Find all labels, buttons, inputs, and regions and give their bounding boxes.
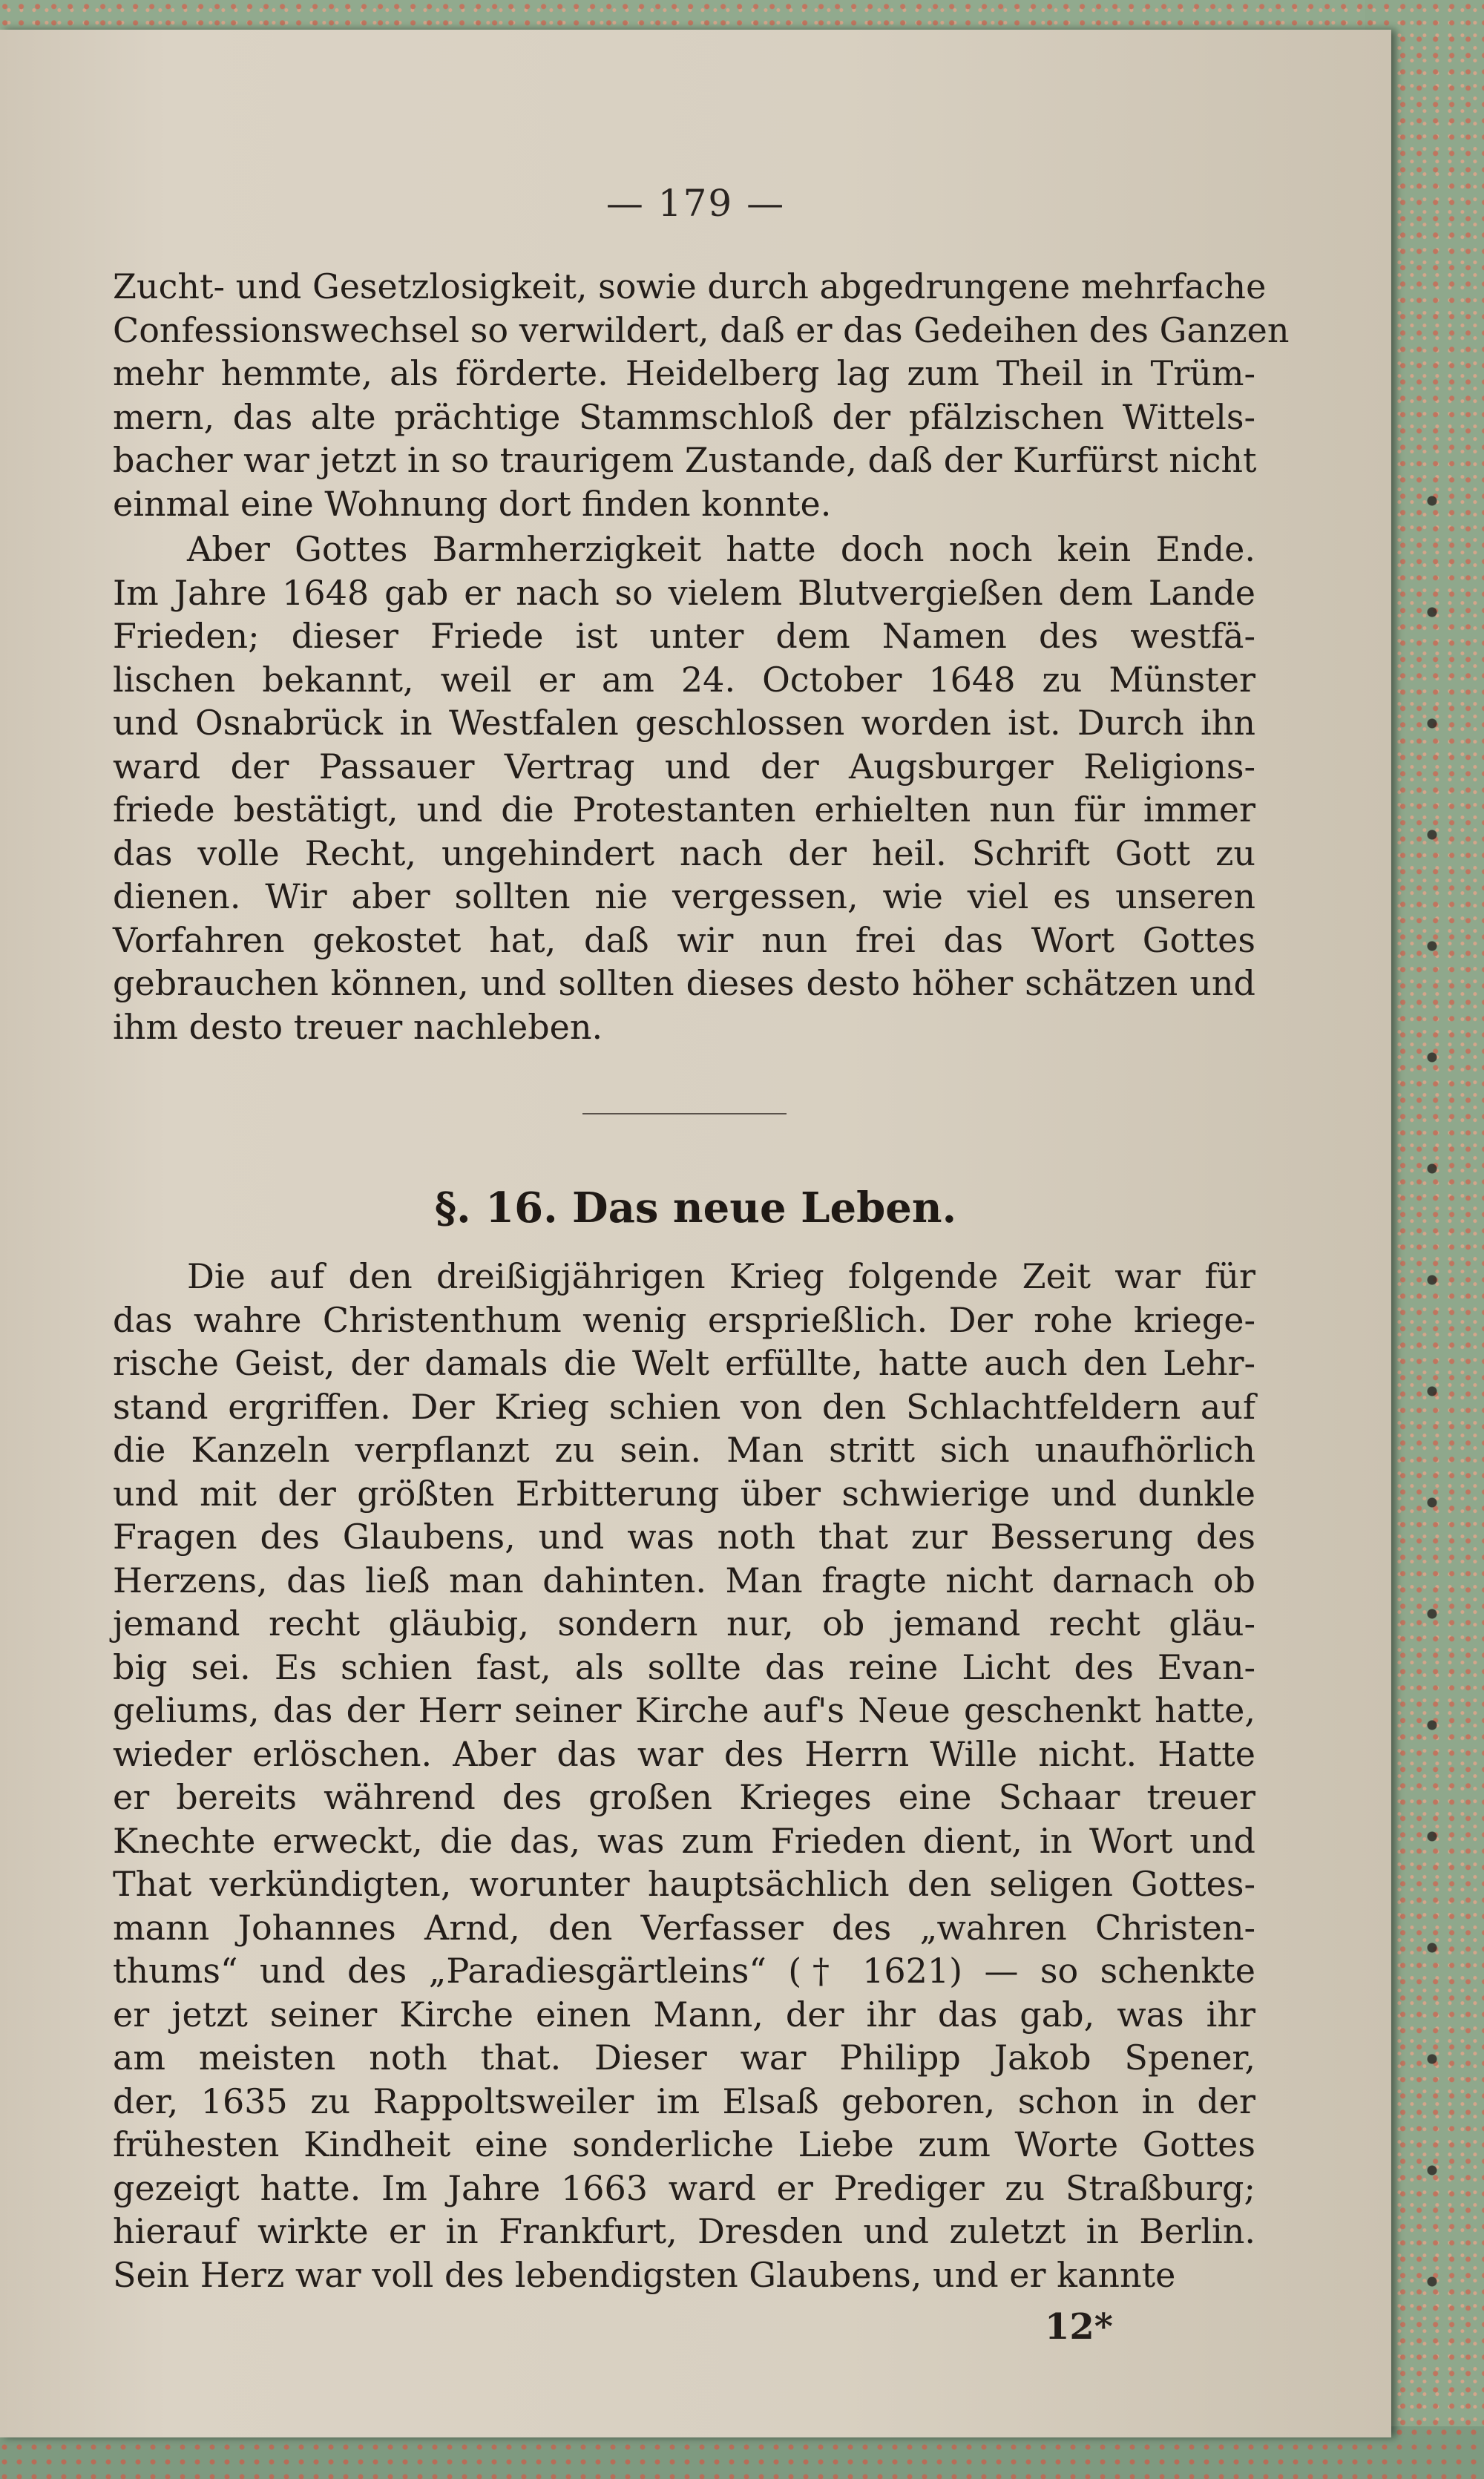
text-line: geliums, das der Herr seiner Kirche auf's Neue geschenkt hatte, [113,1690,1255,1730]
text-line: jemand recht gläubig, sondern nur, ob jemand recht gläu- [113,1603,1255,1644]
text-line: thums“ und des „Paradiesgärtleins“ († 1621) — so schenkte [113,1951,1255,1991]
text-line: Aber Gottes Barmherzigkeit hatte doch noch kein Ende. [187,529,1255,569]
text-line: mehr hemmte, als förderte. Heidelberg lag zum Theil in Trüm- [113,353,1255,393]
text-line: ward der Passauer Vertrag und der Augsburger Religions- [113,746,1255,787]
text-line: Frieden; dieser Friede ist unter dem Namen des westfä- [113,616,1255,656]
text-line: ihm desto treuer nachleben. [113,1006,603,1047]
text-line: Herzens, das ließ man dahinten. Man fragte nicht darnach ob [113,1560,1255,1600]
text-line: die Kanzeln verpflanzt zu sein. Man stritt sich unaufhörlich [113,1430,1255,1470]
text-line: bacher war jetzt in so traurigem Zustande, daß der Kurfürst nicht [113,440,1257,480]
section-heading: §. 16. Das neue Leben. [434,1183,957,1232]
text-line: er jetzt seiner Kirche einen Mann, der ihr das gab, was ihr [113,1994,1255,2035]
text-line: Sein Herz war voll des lebendigsten Glaubens, und er kannte [113,2254,1176,2295]
text-line: das wahre Christenthum wenig ersprießlich. Der rohe kriege- [113,1299,1255,1340]
text-line: That verkündigten, worunter hauptsächlich den seligen Gottes- [113,1864,1255,1904]
text-line: hierauf wirkte er in Frankfurt, Dresden und zuletzt in Berlin. [113,2211,1255,2251]
page [0,30,1391,2437]
text-line: der, 1635 zu Rappoltsweiler im Elsaß geboren, schon in der [113,2081,1255,2121]
text-line: Zucht- und Gesetzlosigkeit, sowie durch abgedrungene mehrfache [113,266,1267,306]
text-line: big sei. Es schien fast, als sollte das reine Licht des Evan- [113,1646,1255,1687]
text-line: und mit der größten Erbitterung über schwierige und dunkle [113,1473,1255,1514]
page-number: — 179 — [605,182,786,225]
text-line: stand ergriffen. Der Krieg schien von den Schlachtfeldern auf [113,1386,1255,1427]
binding-holes [1417,445,1447,2374]
text-line: Vorfahren gekostet hat, daß wir nun frei das Wort Gottes [113,919,1255,960]
printer-signature-mark: 12* [1045,2306,1113,2348]
text-line: er bereits während des großen Krieges eine Schaar treuer [113,1777,1255,1817]
text-line: einmal eine Wohnung dort finden konnte. [113,483,832,524]
text-line: wieder erlöschen. Aber das war des Herrn Wille nicht. Hatte [113,1733,1255,1774]
text-line: mann Johannes Arnd, den Verfasser des „wahren Christen- [113,1907,1255,1948]
text-line: Fragen des Glaubens, und was noth that zur Besserung des [113,1517,1255,1557]
text-line: frühesten Kindheit eine sonderliche Liebe zum Worte Gottes [113,2124,1255,2164]
text-line: das volle Recht, ungehindert nach der heil. Schrift Gott zu [113,833,1255,873]
text-line: dienen. Wir aber sollten nie vergessen, wie viel es unseren [113,876,1255,916]
section-divider [582,1113,787,1114]
text-line: lischen bekannt, weil er am 24. October 1648 zu Münster [113,659,1255,700]
text-line: am meisten noth that. Dieser war Philipp Jakob Spener, [113,2038,1255,2078]
text-line: Im Jahre 1648 gab er nach so vielem Blutvergießen dem Lande [113,572,1255,613]
text-line: gebrauchen können, und sollten dieses desto höher schätzen und [113,963,1255,1003]
text-line: und Osnabrück in Westfalen geschlossen worden ist. Durch ihn [113,703,1255,743]
text-line: rische Geist, der damals die Welt erfüllte, hatte auch den Lehr- [113,1343,1255,1383]
text-line: Confessionswechsel so verwildert, daß er das Gedeihen des Ganzen [113,309,1290,350]
text-line: Die auf den dreißigjährigen Krieg folgende Zeit war für [187,1256,1255,1296]
text-line: mern, das alte prächtige Stammschloß der pfälzischen Wittels- [113,396,1255,437]
text-line: gezeigt hatte. Im Jahre 1663 ward er Prediger zu Straßburg; [113,2167,1255,2208]
text-line: Knechte erweckt, die das, was zum Frieden dient, in Wort und [113,1820,1255,1861]
text-line: friede bestätigt, und die Protestanten erhielten nun für immer [113,789,1255,830]
